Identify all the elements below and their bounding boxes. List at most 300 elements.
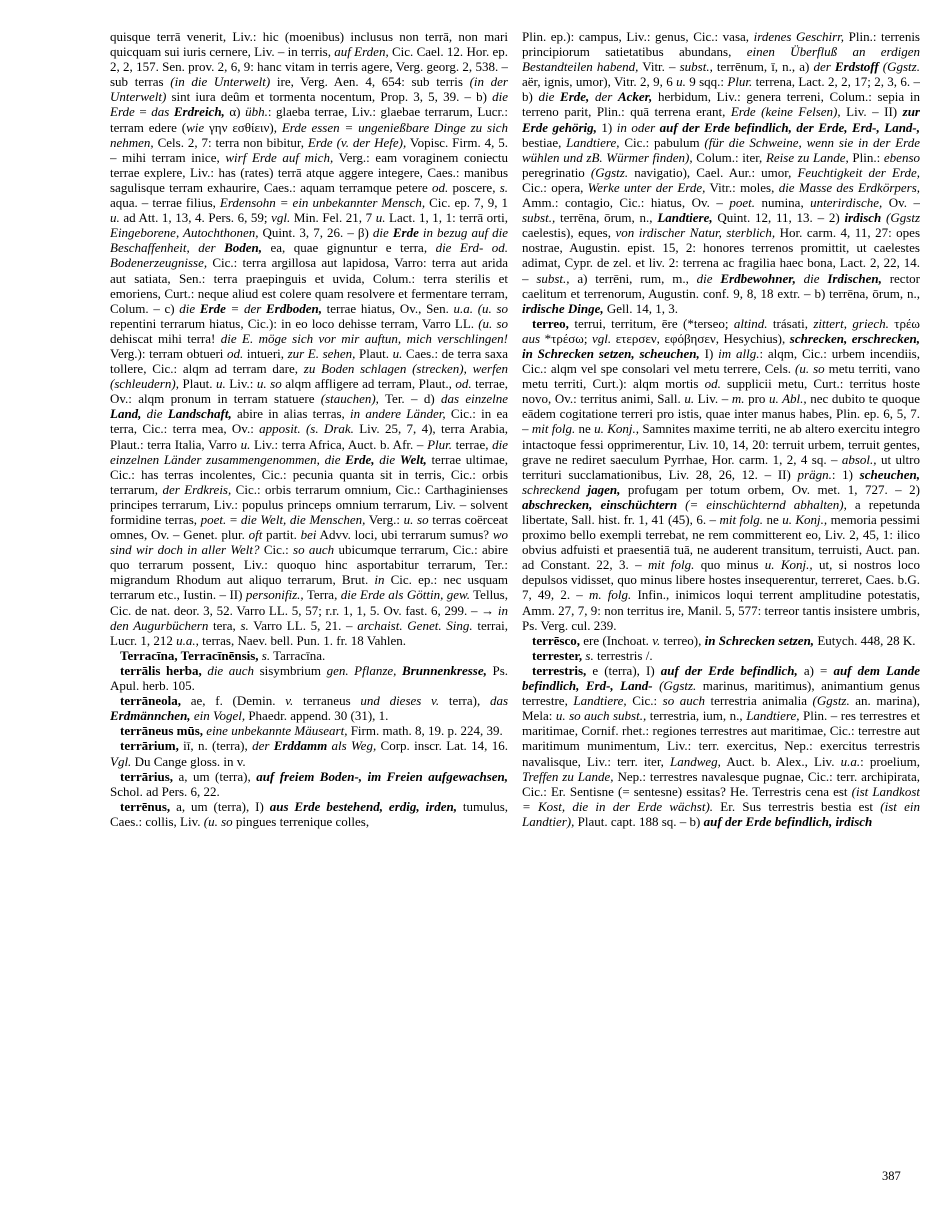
text-run: Plin. – res terrestres et maritimae, Cornif. rhet.: regiones terrestres aut maritimae, Cic.: terrestre aut maritimum munimentum, Liv.: terr. exercitus, Nep.: exercitus terrestris navalisque, Liv.: terr. iter, (522, 708, 920, 769)
text-run: Plin.: (848, 149, 884, 165)
text-run: u. (676, 74, 686, 90)
text-run: Cic.: pabulum (619, 134, 705, 150)
text-run: quo minus (694, 557, 765, 573)
text-run: in bezug auf die Beschaffenheit, der (110, 225, 508, 256)
text-run: (in die Unterwelt) (170, 74, 271, 90)
text-run: Cic.: orbis terrarum omnium, Cic.: Carthaginienses principes terrarum, Liv.: populus princeps omnium terrarum, Liv. – solvent formidine terras, (110, 481, 508, 527)
entry-terra-continued (110, 29, 508, 648)
entry-terrenus (110, 799, 508, 829)
text-run: Landweg, (670, 753, 721, 769)
text-run: herbidum, Liv.: genera terreni, Colum.: sepia in terreno parit, Plin.: quā terrena erant, (522, 89, 920, 120)
text-run: die einzelnen Länder zusammengenommen, die (110, 436, 508, 467)
text-run: wie (186, 119, 205, 135)
text-run: ein Vogel, (190, 708, 246, 724)
text-run: Erddamm (273, 738, 328, 754)
text-run: 9 sqq.: (685, 74, 728, 90)
text-run: Acker, (617, 89, 653, 105)
text-run: die (538, 89, 561, 105)
text-run: die Masse des Erdkörpers, (778, 179, 920, 195)
text-run: v. (652, 632, 661, 648)
text-run: schreckend (522, 481, 588, 497)
text-run: terrestris /. (593, 647, 653, 663)
entry-terraneus-mus (110, 723, 508, 738)
text-run: terrālis herba, (120, 662, 202, 678)
text-run: terrēna, ōrum, n., (555, 210, 658, 226)
text-run: Landtiere, (746, 708, 800, 724)
text-run: gen. Pflanze, (326, 662, 402, 678)
text-run: u. Abl., (769, 391, 807, 407)
text-run: od. (704, 376, 721, 392)
text-run: Verg.): terram obtueri (110, 345, 227, 361)
text-run: terrestria animalia (705, 693, 813, 709)
text-run: in oder (616, 119, 656, 135)
column-left (110, 29, 508, 1169)
text-run: caelestis), eques, (522, 225, 616, 241)
text-run: u. so (403, 512, 429, 527)
text-run: Landtiere, (566, 134, 620, 150)
text-run: Irdischen, (827, 270, 882, 286)
text-run: ετερσεν, εφόβησεν, Hesychius), (611, 330, 790, 346)
text-run: Er. Sus terrestris bestia est (713, 798, 881, 814)
text-run: terrester, (532, 647, 583, 663)
text-run: Cic.: (626, 693, 663, 709)
text-run: Erde, (345, 451, 375, 467)
text-run: abschrecken, einschüchtern (522, 496, 678, 512)
text-run: Lact. 1, 1, 1: terrā orti, (385, 210, 508, 226)
text-run: aus (522, 330, 541, 346)
text-run: Landschaft, (167, 406, 232, 422)
text-run: abire in alias terras, (231, 406, 351, 422)
text-run: die (141, 406, 168, 422)
text-run: partit. (262, 527, 301, 543)
text-run: (= einschüchternd abhalten), (677, 496, 847, 512)
text-run: bei (300, 527, 317, 543)
text-run: Cic. ep.: nec usquam terrarum etc., Iustin. – II) (110, 572, 508, 603)
text-run: terrena, Lact. 2, 2, 17; 2, 3, 6. – b) (522, 74, 920, 105)
text-run: Liv. – II) (840, 104, 903, 120)
text-run: Cic. Cael. 12. Hor. ep. 2, 2, 157. Sen. prov. 2, 6, 9: hanc vitam in terris agere, Verg. georg. 2, 538. – sub terras (110, 44, 508, 90)
text-run: Erde (199, 300, 226, 316)
text-run: terrae ultimae, Cic.: has terras incolentes, Cic.: pecunia quanta sit in terris, Cic.: orbis terrarum, (110, 451, 508, 497)
text-run: von irdischer Natur, sterblich, (615, 225, 776, 241)
text-run: wirf Erde auf mich, (225, 149, 334, 165)
text-run: einen Überfluß an erdigen Bestandteilen habend, (522, 44, 920, 75)
text-run: terrēsco, (532, 632, 580, 648)
text-run: profugam per totum orbem, Ov. met. 1, 727. – 2) (620, 481, 920, 497)
text-run: Landtiere, (573, 693, 627, 709)
text-run: ne (763, 512, 783, 527)
text-run: Land, (110, 406, 142, 422)
text-run: prägn. (797, 466, 832, 482)
text-run: Liv. 25, 7, 4), terra Arabia, Plaut.: terra Italia, Varro (110, 421, 508, 452)
text-run: terrārium, (120, 738, 179, 754)
entry-terrenus-continued (522, 29, 920, 316)
text-run: als Weg, (327, 738, 377, 754)
text-run: Plin. ep.): campus, Liv.: genus, Cic.: vasa, (522, 29, 754, 44)
text-run: ut, si nostros loco depulsos vidisset, quo minus libere hostes insequerentur, terreret, Caes. b.G. 7, 49, 2. – (522, 557, 920, 603)
text-run: Auct. b. Alex., Liv. (720, 753, 841, 769)
text-run: die (696, 270, 721, 286)
text-run: zur Erde gehörig, (522, 104, 920, 135)
text-run: absol., (841, 451, 877, 467)
text-run: sint iura deûm et tormenta nocentum, Prop. 3, 5, 39. – b) (166, 89, 493, 105)
text-run: metu territi, vano metu territi, Curt.): alqm mortis (522, 361, 920, 392)
text-run: Firm. math. 8, 19. p. 224, 39. (347, 723, 503, 739)
text-run: od. (455, 376, 472, 392)
text-run: τρέω (888, 315, 920, 331)
text-run: rector caelitum et terrenorum, Augustin. conf. 9, 8, 18 extr. – b) terrēna, ōrum, n., (522, 270, 920, 301)
text-run: e (terra), I) (586, 662, 661, 678)
text-run: (Ggstz. (878, 59, 920, 75)
text-run: Vgl. (110, 753, 132, 769)
text-run: scheuchen, (859, 466, 920, 482)
text-run: wo sind wir doch in aller Welt? (110, 527, 508, 558)
text-run: u.a. (840, 753, 861, 769)
text-run: Erdboden, (265, 300, 322, 316)
text-run: ad Att. 1, 13, 4. Pers. 6, 59; (119, 210, 272, 226)
text-run: Erde (v. der Hefe), (307, 134, 407, 150)
text-run: aqua. – terrae filius, (110, 195, 220, 211)
entry-terrestris (522, 663, 920, 829)
text-run: der (589, 89, 618, 105)
text-run: ere (Inchoat. (580, 632, 653, 648)
text-run: Erdstoff (834, 59, 879, 75)
text-run: a repetunda libertate, Sall. hist. fr. 1, 41 (45), 6. – (522, 496, 920, 527)
text-run: ut ultro territuri succlamationibus, Liv. 28, 26, 12. – II) (522, 451, 920, 482)
text-run: auf der Erde befindlich, der Erde, Erd-, Land-, (655, 119, 920, 135)
text-run: pro (744, 391, 769, 407)
text-run: alqm affligere ad terram, Plaut., (281, 376, 456, 392)
text-run: Plin.: terrenis principiorum satietatibus abundans, (522, 29, 920, 60)
text-run: bestiae, (522, 134, 567, 150)
text-run: : glaeba terrae, Liv.: glaebae terrarum, Lucr.: terram edere ( (110, 104, 508, 135)
text-run: auf der Erde befindlich, (660, 662, 798, 678)
text-run: aus Erde bestehend, erdig, irden, (269, 798, 457, 814)
text-run: (in der Unterwelt) (110, 74, 508, 105)
text-run: Erde, (560, 89, 590, 105)
text-run: Du Cange gloss. in v. (131, 753, 246, 769)
text-run: I) (699, 345, 719, 361)
text-run: terrai, Lucr. 1, 212 (110, 617, 508, 648)
text-run: Varro LL. 5, 21. – (248, 617, 358, 633)
text-run: Terra, (303, 587, 341, 603)
text-run: auf dem Lande befindlich, Erd-, Land- (522, 662, 920, 694)
text-run: memoria pessimi proximo bello exempli terrebat, ne rem committerent eo, Liv. 2, 45, 1: ilico obvius adfuisti et praesentiā tuā, ne auderent transitum, terruisti, Auct. pan. ad Constant. 22, 3. – (522, 512, 920, 573)
text-run: irdisch (844, 210, 882, 226)
text-run: subst., (522, 210, 556, 226)
text-run: (ist ein Landtier), (522, 798, 920, 829)
entry-terrarium (110, 738, 508, 768)
text-run: in (374, 572, 385, 588)
text-run: unterirdische, (810, 195, 883, 211)
text-run: (u. so (478, 315, 508, 331)
text-run: Terracīna, Terracīnēnsis, (120, 647, 259, 663)
text-run: der (252, 738, 274, 754)
text-run: subst., (536, 270, 570, 286)
text-run: (Ggstz (881, 210, 920, 226)
text-run: a) = (797, 662, 834, 678)
text-run: (stauchen), (320, 391, 379, 407)
text-run: γην εσθίειν), (204, 119, 282, 135)
text-run: *τρέσω; (540, 330, 593, 346)
text-run: v. (285, 693, 294, 709)
text-run: Plur. (427, 436, 452, 452)
text-run: Liv.: (225, 376, 257, 392)
entry-terralis-herba (110, 663, 508, 693)
text-run: altind. (733, 315, 768, 331)
text-run: terrestria, ium, n., (646, 708, 747, 724)
text-run: zittert, griech. (813, 315, 889, 331)
text-run: terrāneus mūs, (120, 723, 204, 739)
entry-terreo (522, 316, 920, 633)
text-run: ne (575, 421, 595, 437)
text-run: Cic. ep. 7, 9, 1 (425, 195, 508, 211)
text-run: Tarracīna. (270, 647, 326, 663)
text-run: terrēnum, ī, n., a) (712, 59, 814, 75)
text-run: schrecken, erschrecken, in Schrecken setzen, scheuchen, (522, 330, 920, 361)
text-run: der Erdkreis, (162, 481, 232, 497)
text-run: u. (392, 345, 403, 361)
text-run: zu Boden schlagen (strecken), werfen (schleudern), (110, 361, 508, 392)
text-run: repentini terrarum hiatus, Cic.): in eo loco dehisse terram, Varro LL. (110, 315, 479, 331)
text-run: terrārius, (120, 768, 174, 784)
text-run: Liv. – (694, 391, 732, 407)
text-run: Verg.: (365, 512, 404, 527)
text-run: die (372, 225, 393, 241)
text-run: die Erd- od. Bodenerzeugnisse, (110, 240, 508, 271)
text-run: die (179, 300, 200, 316)
text-run: m. folg. (588, 587, 632, 603)
text-run: supplicii metu, Curt.: territus hoste novo, Ov.: territus animi, Sall. (522, 376, 920, 407)
text-run: Caes.: de terra saxa tollere, Cic.: alqm ad terram dare, (110, 345, 508, 377)
entry-terrester (522, 648, 920, 663)
text-run: Ov. – (882, 195, 920, 211)
text-run: archaist. Genet. Sing. (357, 617, 473, 633)
text-run: terrestris, (532, 662, 587, 678)
text-run: Tellus, Cic. de nat. deor. 3, 52. Varro LL. 5, 57; r.r. 1, 1, 5. Ov. fast. 6, 299. – → (110, 587, 508, 618)
entry-terresco (522, 633, 920, 648)
text-run: u. so auch subst., (555, 708, 647, 724)
text-run: in den Augurbüchern (110, 602, 508, 633)
text-run: u. (375, 210, 386, 226)
text-run: oft (248, 527, 263, 543)
text-run: Phaedr. append. 30 (31), 1. (245, 708, 389, 724)
text-run: = (226, 512, 241, 527)
text-run: Gell. 14, 1, 3. (603, 300, 679, 316)
text-run: Vitr. – (638, 59, 680, 75)
entry-terrarius (110, 769, 508, 799)
text-run: terrāneola, (120, 693, 182, 709)
text-run: (Ggstz. (812, 693, 850, 709)
text-run: Plaut. (355, 345, 393, 361)
text-run: m. (731, 391, 745, 407)
text-run: Schol. ad Pers. 6, 22. (110, 783, 220, 799)
text-run: terrae, (451, 436, 493, 452)
text-run: tumulus, Caes.: collis, Liv. (110, 798, 508, 829)
text-run: iī, n. (terra), (178, 738, 253, 754)
text-run: vgl. (592, 330, 612, 346)
text-run: u. Konj., (782, 512, 828, 527)
text-run: Erdreich, (173, 104, 225, 120)
text-run: s. (240, 617, 249, 633)
text-run: terrēnus, (120, 798, 171, 814)
text-run: Landtiere, (657, 210, 713, 226)
text-run: irdische Dinge, (522, 300, 604, 316)
text-run: die Welt, die Menschen, (240, 512, 366, 527)
text-run: in Schrecken setzen, (704, 632, 815, 648)
text-run: Welt, (399, 451, 427, 467)
text-run: Ter. – d) (378, 391, 442, 407)
text-run: navigatio), Cael. Aur.: umor, (628, 164, 798, 180)
text-run: irdenes Geschirr, (753, 29, 845, 44)
text-run: u. (240, 436, 251, 452)
text-run: pingues terrenique colles, (232, 813, 370, 829)
text-run: Werke unter der Erde, (587, 179, 706, 195)
text-run: Samnites maxime territi, ne ab altero exercitu integro intactoque fessi opprimerentur, Liv. 10, 14, 20: terruit urbem, terruit gentes, grave ne rediret saeculum Pyrrhae, Hor. carm. 1, 2, 4 sq. – (522, 421, 920, 467)
text-run: Infin., inimicos loqui terrent amplitudine potestatis, Amm. 27, 7, 9: non territus ire, Manil. 5, 577: terreor tantis insistere umbris, Ps. Verg. cul. 239. (522, 587, 920, 633)
text-run: ebenso (883, 149, 920, 165)
text-run: Colum.: iter, (692, 149, 766, 165)
text-run: Quint. 12, 11, 13. – 2) (712, 210, 845, 226)
text-run: Plur. (727, 74, 753, 90)
text-run: aër, ignis, umor), Vitr. 2, 9, 6 (522, 74, 677, 90)
text-run: terras coërceat omnes, Ov. – Genet. plur. (110, 512, 508, 543)
text-run: Erdensohn = ein unbekannter Mensch, (219, 195, 426, 211)
text-run: : alqm, Cic.: urbem incendiis, Cic.: alqm vel spe consolari vel metu terrere, Cels. (522, 345, 920, 377)
text-run: (u. so (203, 813, 233, 829)
text-run: Eutych. 448, 28 K. (814, 632, 916, 648)
text-run: s. (258, 647, 271, 663)
text-run: poet. (729, 195, 755, 211)
text-run: im allg. (718, 345, 760, 361)
text-run: Cels. 2, 7: terra non bibitur, (153, 134, 308, 150)
text-run: (Ggstz. (590, 164, 629, 180)
text-run: Liv.: terra Africa, Auct. b. Afr. – (250, 436, 428, 452)
text-run: und dieses v. (360, 693, 440, 709)
text-run: a) terrēni, rum, m., (569, 270, 697, 286)
text-run: : proelium, (860, 753, 920, 769)
text-run: u. Konj., (764, 557, 813, 573)
text-run: mit folg. (719, 512, 764, 527)
text-run: peregrinatio (522, 164, 591, 180)
text-run: terrae hiatus, Ov., Sen. (321, 300, 454, 316)
text-run: (u. so (795, 361, 825, 377)
text-run: a, um (terra), (173, 768, 257, 784)
text-run: terrui, territum, ēre (*terseo; (568, 315, 734, 331)
text-run: auf Erden, (334, 44, 389, 60)
text-run: u.a. (u. so (453, 300, 508, 316)
text-run: Vitr.: moles, (705, 179, 779, 195)
text-run: Brunnenkresse, (402, 662, 487, 678)
text-run: nec dubito te quoque eādem cogitatione terreri pro istis, quae inter manus habes, Plin. ep. 6, 5, 7. – (522, 391, 920, 437)
text-run: vgl. (271, 210, 291, 226)
text-run: ire, Verg. Aen. 4, 654: sub terris (270, 74, 470, 90)
text-run: jagen, (587, 481, 621, 497)
text-run: Min. Fel. 21, 7 (290, 210, 376, 226)
text-run: Cic.: opera, (522, 179, 588, 195)
text-run: Advv. loci, ubi terrarum sumus? (316, 527, 493, 543)
text-run: Erdbewohner, (720, 270, 796, 286)
text-run: Treffen zu Lande, (522, 768, 614, 784)
text-run: Cic.: terra argillosa aut lapidosa, Varro: terra aut arida aut satiata, Sen.: terra praepinguis et uvida, Colum.: terra sterilis et emoriens, Curt.: neque aliud est colere quam resolvere et fermentare terram, Colum. – c) (110, 255, 508, 316)
text-run: u. (684, 391, 695, 407)
text-run: mit folg. (647, 557, 695, 573)
text-run: Vopisc. Firm. 4, 5. – mihi terram inice, (110, 134, 508, 165)
text-run: terras, Naev. bell. Pun. 1. fr. 18 Vahlen. (198, 632, 407, 648)
text-run: so auch (293, 542, 335, 558)
text-run: terra), (439, 693, 490, 709)
text-run: poet. (200, 512, 227, 527)
text-run: auf der Erde befindlich, irdisch (703, 813, 873, 829)
text-run: Erde (392, 225, 419, 241)
text-run: u. Konj., (594, 421, 639, 437)
text-run: (Ggstz. (652, 678, 697, 694)
text-run: die auch (201, 662, 255, 678)
text-run: auf freiem Boden-, im Freien aufgewachsen, (256, 768, 508, 784)
text-run: u. so (256, 376, 282, 392)
text-run: übh. (245, 104, 268, 120)
text-run: Ps. Apul. herb. 105. (110, 662, 508, 694)
text-run: numina, (754, 195, 811, 211)
text-run: Nep.: terrestres navalesque pugnae, Cic.: terr. archipirata, Cic.: Er. Sentisne (= sentesne) essitas? He. Terrestris cena est (522, 768, 920, 799)
entry-terracina (110, 648, 508, 663)
column-right (522, 29, 920, 1169)
text-run: die E. möge sich vor mir auftun, mich verschlingen! (220, 330, 508, 346)
text-run: zur E. sehen, (287, 345, 356, 361)
text-run: u.a., (176, 632, 199, 648)
text-run: personifiz., (245, 587, 304, 603)
text-run: ubicumque terrarum, Cic.: abire quo terrarum possent, Liv.: quoquo hinc asportabitur terrarum, Ter.: migrandum Rhodum aut aliquo terrarum, Brut. (110, 542, 508, 588)
text-run: od. (227, 345, 244, 361)
text-run: (ist Landkost = Kost, die in der Erde wächst). (522, 783, 920, 814)
text-run: a, um (terra), I) (170, 798, 270, 814)
text-run: Quint. 3, 7, 26. – β) (258, 225, 373, 241)
text-run: terraneus (293, 693, 361, 709)
text-run: in andere Länder, (350, 406, 446, 422)
text-run: terreo, (532, 315, 569, 331)
text-run: terrae, Ov.: alqm pronum in terram statuere (110, 376, 508, 407)
text-run: od. (432, 179, 449, 195)
text-run: ae, f. (Demin. (181, 693, 286, 709)
text-run: = der (225, 300, 266, 316)
text-run: Eingeborene, Autochthonen, (110, 225, 259, 241)
text-run: Reise zu Lande, (765, 149, 849, 165)
entry-terraneola (110, 693, 508, 723)
text-run: u. (216, 376, 226, 392)
text-run: trásati, (767, 315, 814, 331)
text-run: mit folg. (531, 421, 576, 437)
text-run: die (374, 451, 400, 467)
text-run: (für die Schweine, wenn sie in der Erde wühlen und zB. Würmer finden), (522, 134, 920, 165)
text-run: die (795, 270, 828, 286)
text-run: eine unbekannte Mäuseart, (203, 723, 348, 739)
text-run: poscere, (448, 179, 500, 195)
text-run: Plaut. capt. 188 sq. – b) (574, 813, 704, 829)
text-run: marinus, maritimus), animantium genus terrestre, (522, 678, 920, 709)
text-run: subst., (679, 59, 713, 75)
text-run: Cic.: (259, 542, 294, 558)
text-run: der (813, 59, 835, 75)
page-number: 387 (882, 1169, 901, 1183)
text-run: Feuchtigkeit der Erde, (797, 164, 920, 180)
text-run: Boden, (224, 240, 262, 256)
text-run: Verg.: eam voraginem coniectu terrae explere, Liv.: has (rates) terrā atque aggere integere, Caes.: manibus sagulisque terram exhaurire, Caes.: aquam terramque petere (110, 149, 508, 195)
text-run: 1) (596, 119, 617, 135)
text-run: terreo), (660, 632, 705, 648)
text-run: die Erde als Göttin, gew. (340, 587, 470, 603)
text-run: apposit. (s. Drak. (259, 421, 354, 437)
text-run: Plaut. (178, 376, 216, 392)
